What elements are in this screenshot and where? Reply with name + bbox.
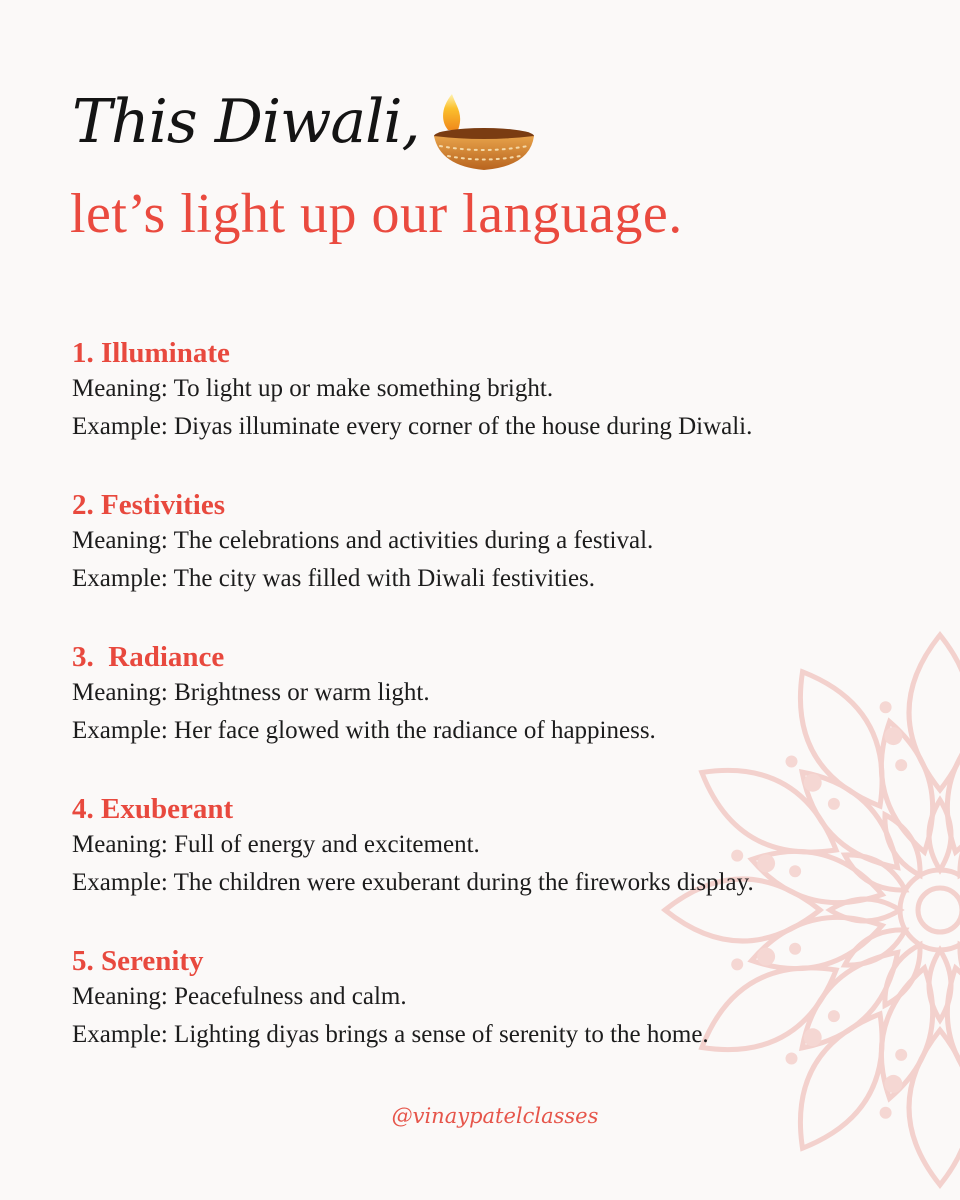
vocab-entry-2 — [72, 488, 932, 640]
vocab-heading: 4. Exuberant — [72, 793, 234, 825]
vocab-meaning: Meaning: Peacefulness and calm. — [72, 983, 407, 1010]
vocab-meaning: Meaning: Full of energy and excitement. — [72, 831, 480, 858]
diya-lamp-icon — [426, 92, 536, 174]
vocab-example: Example: The children were exuberant during the fireworks display. — [72, 869, 754, 896]
vocab-meaning: Meaning: To light up or make something bright. — [72, 375, 554, 402]
mandala-petal — [929, 950, 951, 1020]
vocab-heading: 1. Illuminate — [72, 337, 230, 369]
vocab-example: Example: Her face glowed with the radiance of happiness. — [72, 717, 656, 744]
vocab-entry-5 — [72, 944, 932, 1096]
vocab-entry-4 — [72, 792, 932, 944]
title-line-2: let’s light up our language. — [70, 183, 683, 245]
vocab-heading: 3. Radiance — [72, 641, 225, 673]
vocab-meaning: Meaning: The celebrations and activities during a festival. — [72, 527, 654, 554]
vocab-heading: 5. Serenity — [72, 945, 204, 977]
title-line-1: This Diwali, — [72, 87, 420, 157]
social-handle: @vinaypatelclasses — [391, 1104, 599, 1128]
mandala-petal — [929, 800, 951, 870]
vocab-example: Example: Lighting diyas brings a sense of serenity to the home. — [72, 1021, 709, 1048]
vocab-entry-1 — [72, 336, 932, 488]
vocab-example: Example: Diyas illuminate every corner of the house during Diwali. — [72, 413, 753, 440]
vocab-example: Example: The city was filled with Diwali festivities. — [72, 565, 596, 592]
vocab-heading: 2. Festivities — [72, 489, 226, 521]
vocab-entry-3 — [72, 640, 932, 792]
vocab-meaning: Meaning: Brightness or warm light. — [72, 679, 430, 706]
vocabulary-list — [72, 336, 932, 1096]
